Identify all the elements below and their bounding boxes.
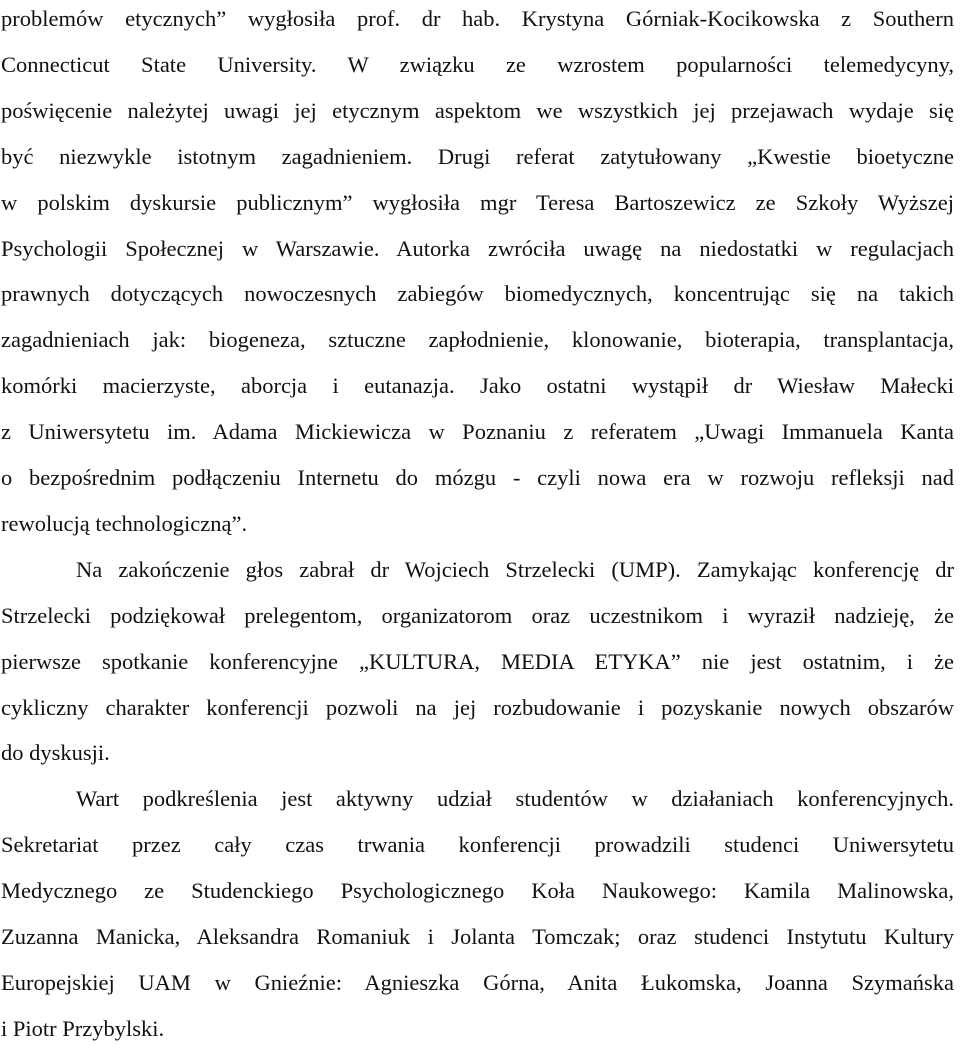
text-line: z Uniwersytetu im. Adama Mickiewicza w Poznaniu z referatem „Uwagi Immanuela Kanta — [1, 419, 954, 445]
text-line: Wart podkreślenia jest aktywny udział studentów w działaniach konferencyjnych. — [76, 786, 954, 812]
text-line: do dyskusji. — [1, 740, 110, 766]
text-line: Europejskiej UAM w Gnieźnie: Agnieszka Górna, Anita Łukomska, Joanna Szymańska — [1, 969, 954, 995]
text-line: być niezwykle istotnym zagadnieniem. Drugi referat zatytułowany „Kwestie bioetyczne — [1, 143, 954, 169]
text-line: Connecticut State University. W związku ze wzrostem popularności telemedycyny, — [1, 51, 954, 77]
text-line: w polskim dyskursie publicznym” wygłosiła mgr Teresa Bartoszewicz ze Szkoły Wyższej — [1, 189, 954, 215]
text-line: cykliczny charakter konferencji pozwoli na jej rozbudowanie i pozyskanie nowych obszarów — [1, 694, 954, 720]
text-line: Zuzanna Manicka, Aleksandra Romaniuk i Jolanta Tomczak; oraz studenci Instytutu Kultury — [1, 924, 954, 949]
text-line: Psychologii Społecznej w Warszawie. Autorka zwróciła uwagę na niedostatki w regulacjach — [1, 235, 954, 261]
text-line: i Piotr Przybylski. — [1, 1015, 165, 1041]
text-line: Medycznego ze Studenckiego Psychologicznego Koła Naukowego: Kamila Malinowska, — [1, 878, 954, 904]
text-line: poświęcenie należytej uwagi jej etycznym aspektom we wszystkich jej przejawach wydaje się — [1, 97, 954, 123]
text-line: Strzelecki podziękował prelegentom, organizatorom oraz uczestnikom i wyraził nadzieję, że — [1, 602, 954, 628]
text-line: pierwsze spotkanie konferencyjne „KULTURA, MEDIA ETYKA” nie jest ostatnim, i że — [1, 648, 954, 674]
text-line: Sekretariat przez cały czas trwania konferencji prowadzili studenci Uniwersytetu — [1, 832, 954, 858]
text-line: Na zakończenie głos zabrał dr Wojciech Strzelecki (UMP). Zamykając konferencję dr — [76, 556, 954, 582]
text-line: rewolucją technologiczną”. — [1, 510, 248, 536]
text-line: komórki macierzyste, aborcja i eutanazja. Jako ostatni wystąpił dr Wiesław Małecki — [1, 373, 954, 399]
text-line: zagadnieniach jak: biogeneza, sztuczne zapłodnienie, klonowanie, bioterapia, transplantacja, — [1, 327, 954, 353]
text-line: prawnych dotyczących nowoczesnych zabiegów biomedycznych, koncentrując się na takich — [1, 281, 954, 307]
text-line: o bezpośrednim podłączeniu Internetu do mózgu - czyli nowa era w rozwoju refleksji nad — [1, 465, 954, 490]
text-line: problemów etycznych” wygłosiła prof. dr hab. Krystyna Górniak-Kocikowska z Southern — [1, 6, 954, 31]
